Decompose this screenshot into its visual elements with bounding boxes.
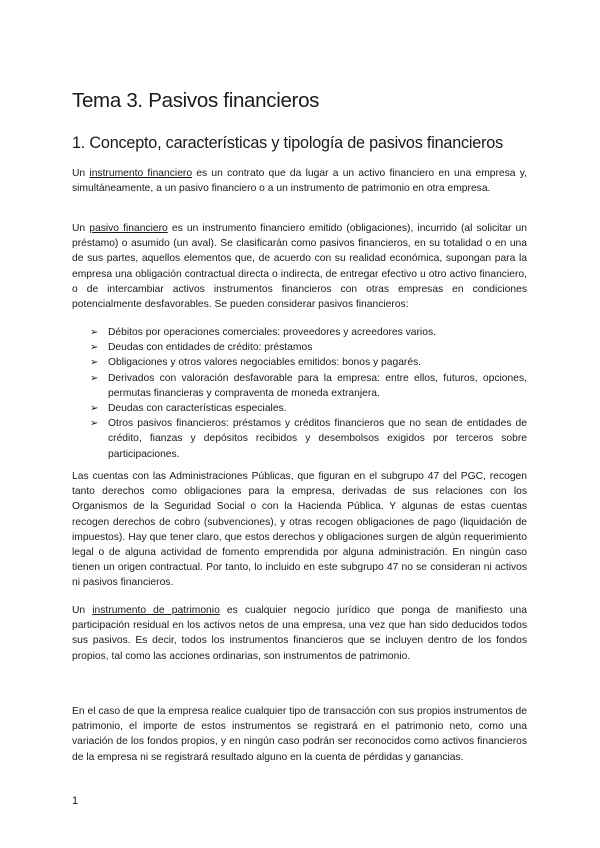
list-item [90, 401, 527, 416]
section-heading: 1. Concepto, características y tipología de pasivos financieros [72, 134, 503, 152]
term-instrumento-de-patrimonio: instrumento de patrimonio [92, 605, 220, 616]
paragraph-administraciones-publicas: Las cuentas con las Administraciones Públicas, que figuran en el subgrupo 47 del PGC, recogen tanto derechos como obligaciones para la empresa, derivadas de sus relaciones con los Organismos de la Seguridad Social o con la Hacienda Pública. Y algunas de estas cuentas recogen derechos de cobro (subvenciones), y otras recogen obligaciones de pago (liquidación de impuestos). Hay que tener claro, que estos derechos y obligaciones surgen de algún requerimiento legal o de alguna actividad de fomento emprendida por alguna administración. En ningún caso tienen un origen contractual. Por tanto, lo incluido en este subgrupo 47 no se consideran ni activos ni pasivos financieros. [72, 471, 527, 589]
page-number: 1 [72, 795, 79, 807]
list-item-text: Débitos por operaciones comerciales: proveedores y acreedores varios. [108, 327, 436, 338]
paragraph-text: es un instrumento financiero emitido (obligaciones), incurrido (al solicitar un préstamo) o asumido (un aval). Se clasificarán como pasivos financieros, en su totalidad o en una de sus partes, aquellos elementos que, de acuerdo con su realidad económica, supongan para la empresa una obligación contractual directa o indirecta, de entregar efectivo u otro activo financiero, o de intercambiar activos instrumentos financieros con otras empresas en condiciones potencialmente desfavorables. Se pueden considerar pasivos financieros: [72, 223, 527, 311]
paragraph-text: es cualquier negocio jurídico que ponga de manifiesto una participación residual en los activos netos de una empresa, una vez que han sido deducidos todos sus pasivos. Es decir, todos los instrumentos financieros que se incluyen dentro de los fondos propios, tal como las acciones ordinarias, son instrumentos de patrimonio. [72, 605, 527, 662]
list-item-text: Otros pasivos financieros: préstamos y créditos financieros que no sean de entidades de crédito, fianzas y depósitos recibidos y desembolsos exigidos por terceros sobre participaciones. [108, 418, 527, 460]
paragraph-pasivo-financiero [72, 221, 527, 312]
list-item-text: Deudas con entidades de crédito: préstamos [108, 342, 313, 354]
term-pasivo-financiero: pasivo financiero [89, 223, 168, 234]
term-instrumento-financiero: instrumento financiero [89, 168, 193, 179]
list-item [90, 355, 527, 370]
arrow-bullet-icon: ➢ [90, 357, 99, 369]
paragraph-text: es un contrato que da lugar a un activo financiero en una empresa y, simultáneamente, a un pasivo financiero o a un instrumento de patrimonio en otra empresa. [72, 168, 527, 195]
list-item [90, 416, 527, 462]
arrow-bullet-icon: ➢ [90, 372, 99, 384]
arrow-bullet-icon: ➢ [90, 418, 99, 430]
pasivos-list [90, 325, 527, 462]
paragraph-transacciones-patrimonio: En el caso de que la empresa realice cualquier tipo de transacción con sus propios instrumentos de patrimonio, el importe de estos instrumentos se registrará en el patrimonio neto, como una variación de los fondos propios, y en ningún caso podrán ser reconocidos como activos financieros de la empresa ni se registrará resultado alguno en la cuenta de pérdidas y ganancias. [72, 706, 527, 763]
arrow-bullet-icon: ➢ [90, 327, 99, 338]
paragraph-instrumento-financiero [72, 166, 527, 196]
list-item [90, 340, 527, 355]
list-item-text: Obligaciones y otros valores negociables emitidos: bonos y pagarés. [108, 357, 422, 369]
paragraph-instrumento-patrimonio [72, 603, 527, 664]
list-item [90, 371, 527, 401]
arrow-bullet-icon: ➢ [90, 342, 99, 354]
paragraph-lead: Un [72, 605, 93, 616]
list-item-text: Derivados con valoración desfavorable para la empresa: entre ellos, futuros, opciones, permutas financieras y compraventa de moneda extranjera. [108, 372, 527, 399]
arrow-bullet-icon: ➢ [90, 403, 99, 415]
list-item [90, 325, 527, 340]
paragraph-lead: Un [72, 223, 90, 234]
page-title: Tema 3. Pasivos financieros [72, 89, 320, 112]
list-item-text: Deudas con características especiales. [108, 403, 287, 415]
paragraph-lead: Un [72, 168, 90, 179]
